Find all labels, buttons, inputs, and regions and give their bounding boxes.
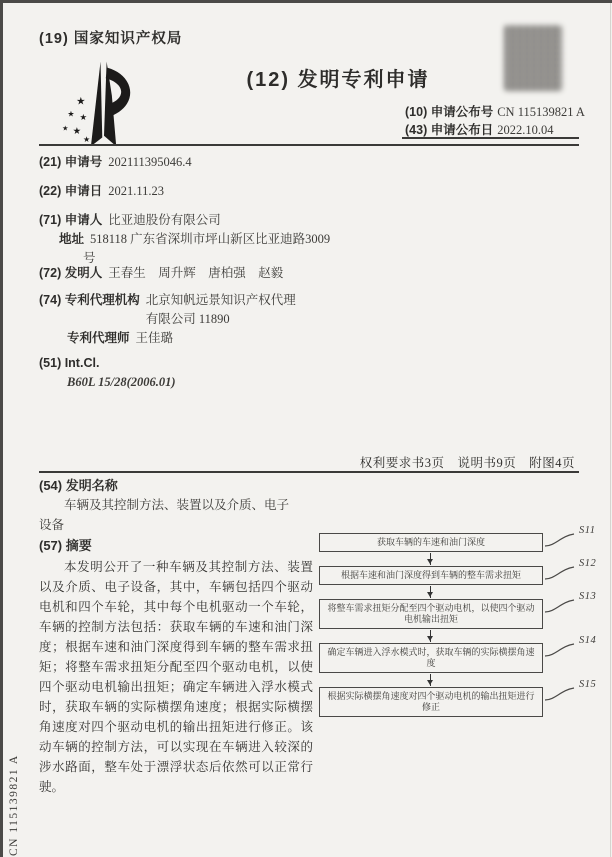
int-cl-value: B60L 15/28(2006.01) bbox=[67, 375, 176, 389]
applicant-label: (71) 申请人 bbox=[39, 213, 103, 227]
svg-text:★: ★ bbox=[67, 109, 75, 119]
flowchart-step-s12 bbox=[319, 558, 612, 585]
down-arrow-icon bbox=[430, 586, 431, 598]
application-date-row bbox=[39, 182, 339, 201]
application-number-row bbox=[39, 153, 339, 172]
bibliographic-data bbox=[39, 153, 339, 402]
int-cl-row bbox=[39, 354, 339, 392]
inventors-label: (72) 发明人 bbox=[39, 266, 103, 280]
leader-line bbox=[545, 533, 575, 547]
leader-line bbox=[545, 643, 575, 657]
step-label: S14 bbox=[579, 635, 597, 646]
down-arrow-icon bbox=[430, 553, 431, 565]
down-arrow-icon bbox=[430, 630, 431, 642]
applicant-value: 比亚迪股份有限公司 bbox=[108, 213, 221, 227]
leader-line bbox=[545, 566, 575, 580]
patent-office-name: (19) 国家知识产权局 bbox=[39, 31, 183, 47]
application-number-label: (21) 申请号 bbox=[39, 155, 103, 169]
step-label: S12 bbox=[579, 558, 597, 569]
flowchart-box: 获取车辆的车速和油门深度 bbox=[319, 533, 543, 552]
svg-text:★: ★ bbox=[79, 112, 88, 123]
svg-text:★: ★ bbox=[62, 124, 69, 133]
publication-number-label: (10) 申请公布号 bbox=[405, 105, 494, 119]
svg-text:★: ★ bbox=[76, 96, 86, 108]
step-label: S11 bbox=[579, 525, 596, 536]
application-date-value: 2021.11.23 bbox=[108, 184, 164, 198]
flowchart-step-s14 bbox=[319, 635, 612, 673]
publication-number-value: CN 115139821 A bbox=[497, 105, 585, 119]
section-rule bbox=[39, 471, 579, 473]
flowchart-step-s13 bbox=[319, 591, 612, 629]
side-publication-number: CN 115139821 A bbox=[8, 754, 20, 856]
flowchart-box: 根据实际横摆角速度对四个驱动电机的输出扭矩进行修正 bbox=[319, 687, 543, 717]
agent-value: 王佳璐 bbox=[135, 331, 174, 345]
flowchart-box: 将整车需求扭矩分配至四个驱动电机，以使四个驱动电机输出扭矩 bbox=[319, 599, 543, 629]
agent-label: 专利代理师 bbox=[67, 331, 130, 345]
pages-summary: 权利要求书3页 说明书9页 附图4页 bbox=[359, 456, 575, 470]
leader-line bbox=[545, 687, 575, 701]
publication-date-value: 2022.10.04 bbox=[497, 123, 554, 137]
header-rule bbox=[39, 144, 579, 146]
down-arrow-icon bbox=[430, 674, 431, 686]
agent-line bbox=[67, 329, 339, 348]
svg-text:★: ★ bbox=[83, 134, 91, 144]
step-label: S13 bbox=[579, 591, 597, 602]
publication-date-line bbox=[405, 120, 553, 138]
inventors-row bbox=[39, 264, 339, 283]
title-and-abstract-section bbox=[39, 477, 313, 797]
publication-number-line bbox=[405, 102, 585, 120]
agency-label: (74) 专利代理机构 bbox=[39, 293, 140, 307]
svg-text:★: ★ bbox=[72, 126, 82, 138]
abstract-text: 本发明公开了一种车辆及其控制方法、装置以及介质、电子设备，其中，车辆包括四个驱动电机和四个车轮，其中每个电机驱动一个车轮，车辆的控制方法包括：获取车辆的车速和油门深度；根据车速和油门深度得到车辆的整车需求扭矩；将整车需求扭矩分配至四个驱动电机，以使四个驱动电机输出扭矩；确定车辆进入浮水模式时，获取车辆的实际横摆角速度；根据实际横摆角速度对四个驱动电机的输出扭矩进行修正。该动车辆的控制方法，可以实现在车辆进入较深的涉水路面，整车处于漂浮状态后依然可以正常行驶。 bbox=[39, 560, 313, 794]
applicant-address bbox=[59, 230, 339, 268]
inventors-value: 王春生 周升辉 唐柏强 赵毅 bbox=[108, 266, 284, 280]
flowchart-step-s11 bbox=[319, 525, 612, 552]
address-label: 地址 bbox=[59, 232, 85, 246]
application-number-value: 202111395046.4 bbox=[108, 155, 192, 169]
abstract-label: (57) 摘要 bbox=[39, 538, 92, 553]
application-date-label: (22) 申请日 bbox=[39, 184, 103, 198]
abstract-flowchart-figure bbox=[319, 521, 612, 717]
int-cl-label: (51) Int.Cl. bbox=[39, 356, 100, 370]
applicant-row bbox=[39, 211, 339, 268]
address-value: 518118 广东省深圳市坪山新区比亚迪路3009号 bbox=[83, 232, 331, 265]
flowchart-step-s15 bbox=[319, 679, 612, 717]
invention-title-label: (54) 发明名称 bbox=[39, 478, 118, 493]
invention-title: 车辆及其控制方法、装置以及介质、电子设备 bbox=[39, 498, 290, 532]
flowchart-box: 确定车辆进入浮水模式时，获取车辆的实际横摆角速度 bbox=[319, 643, 543, 673]
flowchart-box: 根据车速和油门深度得到车辆的整车需求扭矩 bbox=[319, 566, 543, 585]
barcode-icon bbox=[504, 25, 562, 91]
header-rule-right bbox=[402, 137, 579, 139]
publication-date-label: (43) 申请公布日 bbox=[405, 123, 494, 137]
cnipa-logo-icon bbox=[59, 59, 149, 155]
agency-row bbox=[39, 291, 339, 348]
leader-line bbox=[545, 599, 575, 613]
step-label: S15 bbox=[579, 679, 597, 690]
document-type-title: (12) 发明专利申请 bbox=[246, 69, 430, 91]
agency-value: 北京知帆远景知识产权代理有限公司 11890 bbox=[145, 293, 296, 326]
